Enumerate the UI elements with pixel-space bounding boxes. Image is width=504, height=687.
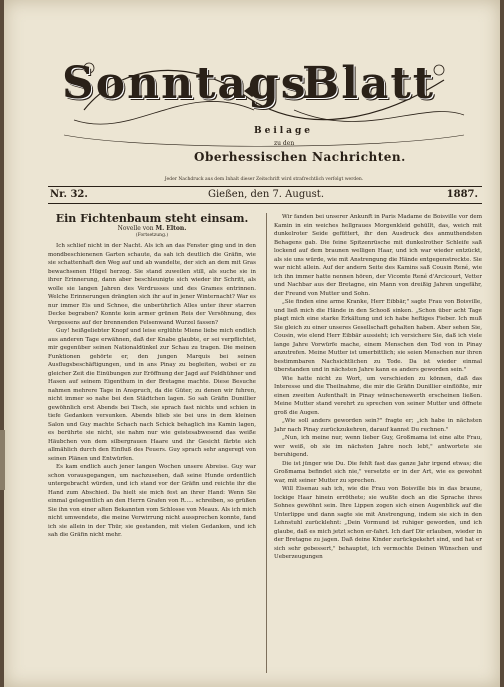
- top-rule: [48, 186, 482, 187]
- masthead-title-right: Blatt: [302, 58, 436, 109]
- masthead-beilage: Beilage: [254, 126, 314, 136]
- column-divider: [266, 213, 267, 673]
- story-byline: [48, 225, 256, 233]
- issue-number: Nr. 32.: [50, 189, 88, 200]
- issue-date: Gießen, den 7. August.: [208, 189, 324, 200]
- story-continuation: (Fortsetzung.): [135, 233, 169, 238]
- issue-row: [48, 189, 482, 203]
- story-title: Ein Fichtenbaum steht einsam.: [55, 212, 249, 225]
- newspaper-page: [4, 0, 500, 687]
- right-paragraph-6: Die ist jünger wie Du. Die fehlt fast das ganze Jahr irgend etwas; die Großmama befindet sich nie," versetzte er in der Art, wie es gewohnt war, mit seiner Mutter zu sprechen.: [274, 460, 482, 484]
- right-column: [274, 213, 482, 683]
- rights-notice: Jeder Nachdruck aus dem Inhalt dieser Zeitschrift wird strafrechtlich verfolgt werden.: [164, 177, 364, 182]
- story-author: M. Elton.: [155, 225, 187, 232]
- masthead-title-left: Sonntags: [62, 58, 308, 109]
- right-paragraph-2: „Sie finden eine arme Kranke, Herr Eibbär," sagte Frau von Boisville, und ließ mich die Hände in den Schooß sinken. „Schon über acht Tage plagt mich eine starke Erkältung und ich habe heftiges Fieber. Ich muß Sie gleich zu einer unseres Gesellschaft gehalten haben. Aber sehen Sie, Cousin, wie elend Herr Eibbär aussieht; ich versichere Sie, daß ich viele lange Jahre Vorwürfe mache, einem Menschen den Tod von in Pinay anzutrefen. Meine Mutter ist umerbittlich; sie seien Menschen nur ihren bestimmbaren Nachsichtlichen zu Tode. Da ist wieder einmal überstanden und in nächsten Jahre kann es anders geworden sein.": [274, 299, 482, 373]
- right-paragraph-7: Will Eisenau sah ich, wie die Frau von Boisville bis in das braune, lockige Haar hinein erröthete; sie wußte doch an die Sprache ihres Sohnes gewöhnt sein. Ihre Lippen zogen sich einen Augenblick auf die Unterlippe und dann sagte sie mit Anstrengung, indem sie sich in den Lehnstuhl zurücklehnt: „Dein Vormund ist ruhiger geworden, und ich glaube, daß es mich jetzt schon er-fahrt. Ich darf Dir erlauben, wieder in der Bretagne zu jagen. Daß deine Kinder zurückgekehrt sind, und hat er sich sehr gebessert," behauptet, ich vermochte Deinen Wünschen und Ueberzeugungen: [274, 486, 482, 560]
- right-paragraph-1: Wir fanden bei unserer Ankunft in Paris Madame de Boisville vor dem Kamin in ein weiches hellgraues Morgenkleid gehüllt, das, weich mit dunkelroter Seide gefüttert, ihr den Ausdruck des anmuthendsten Behagens gab. Die feine Spitzenrüsche mit dunkelrother Schleife saß lockend auf dem braunen welligen Haar, und ich war wieder entzückt, als sie uns würde, wie mit Anstrengung die Hände entgegenstreckte. Sie war nicht allein. Auf der andern Seite des Kamins saß Cousin René, wie ich ihn immer hatte nennen hören, der Vicomte René d'Arcicourt, Vetter und Nachbar aus der Bretagne, ein Mann von dreißig Jahren ungefähr, der Freund von Mutter und Sohn.: [274, 214, 482, 297]
- bottom-rule: [48, 203, 482, 204]
- left-column: [48, 210, 256, 680]
- left-paragraph-1: Ich schlief nicht in der Nacht. Als ich an das Fenster ging und in den mondbeschienenen Garten schaute, da sah ich deutlich die Gräfin, wie sie schattenhaft den Weg auf und ab wandelte, der sich an dem mit Gras bewachsenen Hügel herzog. Sie stand zuweilen still, als suche sie in ihrer Erinnerung, dann aber beschleunigte sich wieder ihr Schritt, als wolle sie langen Jahren des Verdrusses und des Grames entrinnen. Welche Erinnerungen drängten sich ihr auf in jener Winternacht? War es nur immer Eis und Schnee, die unberührlich Alles unter ihrer starren Decke begraben? Konnte kein armer grünen Reis der Versöhnung, des Vergessens auf der brennenden Felsenwand Wurzel fassen?: [48, 243, 256, 326]
- masthead-zu-den: zu den: [274, 140, 295, 147]
- right-paragraph-5: „Nun, ich meine nur, wenn lieber Guy, Großmama ist eine alte Frau, wer weiß, ob sie im nächsten Jahre noch lebt," antwortete sie beruhigend.: [274, 435, 482, 458]
- issue-year: 1887.: [446, 189, 478, 200]
- right-paragraph-4: „Wie soll anders geworden sein?" fragte er; „ich habe in nächsten Jahr nach Pinay zurückzukehren, darauf kannst Du rechnen.": [274, 418, 482, 433]
- left-paragraph-2: Guy! heißgeliebter Knopf und leise erglühte Miene liebe mich endlich aus anderen Tage erwähnen, daß der Knabe glaubte, er sei verpflichtet, mir gegenüber seinen Nationaldünkel zur Schau zu tragen. Die meinen Funktionen gehörte er, den jungen Marquis bei seinen Ausflugsbeschäftigungen, und in ans Pinay zu begleiten, wobei er zu gleicher Zeit die Einübungen zur Eröffnung der Jagd auf Feldhühner und Hasen auf seinem Eigenthum in der Bretagne machte. Diese Besuche nahmen mehrere Tage in Anspruch, da die Güter, zu denen wir fuhren, nicht immer so nahe bei den Städtchen lagen. So sah Gräfin Dunillier gewöhnlich erst Abends bei Tisch, sie sprach fast nichts und schien in tiefe Gedanken versunken. Abends blieb sie bei uns in dem kleinen Salon und Guy machte Schach nach Schick behaglich ins Kamin lagen, es berührte sie nicht, sie nahm nur wie geistesabwesend das weiße Häubchen von dem silbergrauen Haare und ihr Gesicht färbte sich allmählich durch den Einfluß des Feuers. Guy sprach sehr angeregt von seinen Plänen und Entwürfen.: [48, 328, 256, 462]
- left-paragraph-3: Es kam endlich auch jener langen Wochen unsere Abreise. Guy war schon vorausgegangen, um nachzusehen, daß seine Hunde ordentlich untergebracht würden, und ich stand vor der Gräfin und reichte ihr die Hand zum Abschied. Da hielt sie mich fest an ihrer Hand: Wenn Sie einmal gelegentlich an den Herrn Grafen von R..... schreiben, so grüßen Sie ihn von einer alten Bekannten vom Schlosse von Meaux. Als ich mich nicht umwendete, die meine Verwirrung nicht aussprechen konnte, fand ich sie allein in der Thür, sie gestanden, mit vielen Gedanken, und ich sah die Gräfin nicht mehr.: [48, 464, 256, 538]
- masthead: [44, 40, 484, 164]
- page-edge-mark: [0, 430, 5, 490]
- right-paragraph-3: Wie hatte nicht zu Wort, um verschieden zu können, daß das Interesse und die Theilnahme, die mir die Gräfin Dunillier einflößte, mir einen zweiten Aufenthalt in Pinay wünschenswerth erscheinen ließen. Meine Mutter stand verehrt zu sprechen von seiner Mutter und öffnete groß die Augen.: [274, 375, 482, 416]
- masthead-newspaper: Oberhessischen Nachrichten.: [194, 150, 406, 164]
- byline-prefix: Novelle von: [117, 225, 154, 232]
